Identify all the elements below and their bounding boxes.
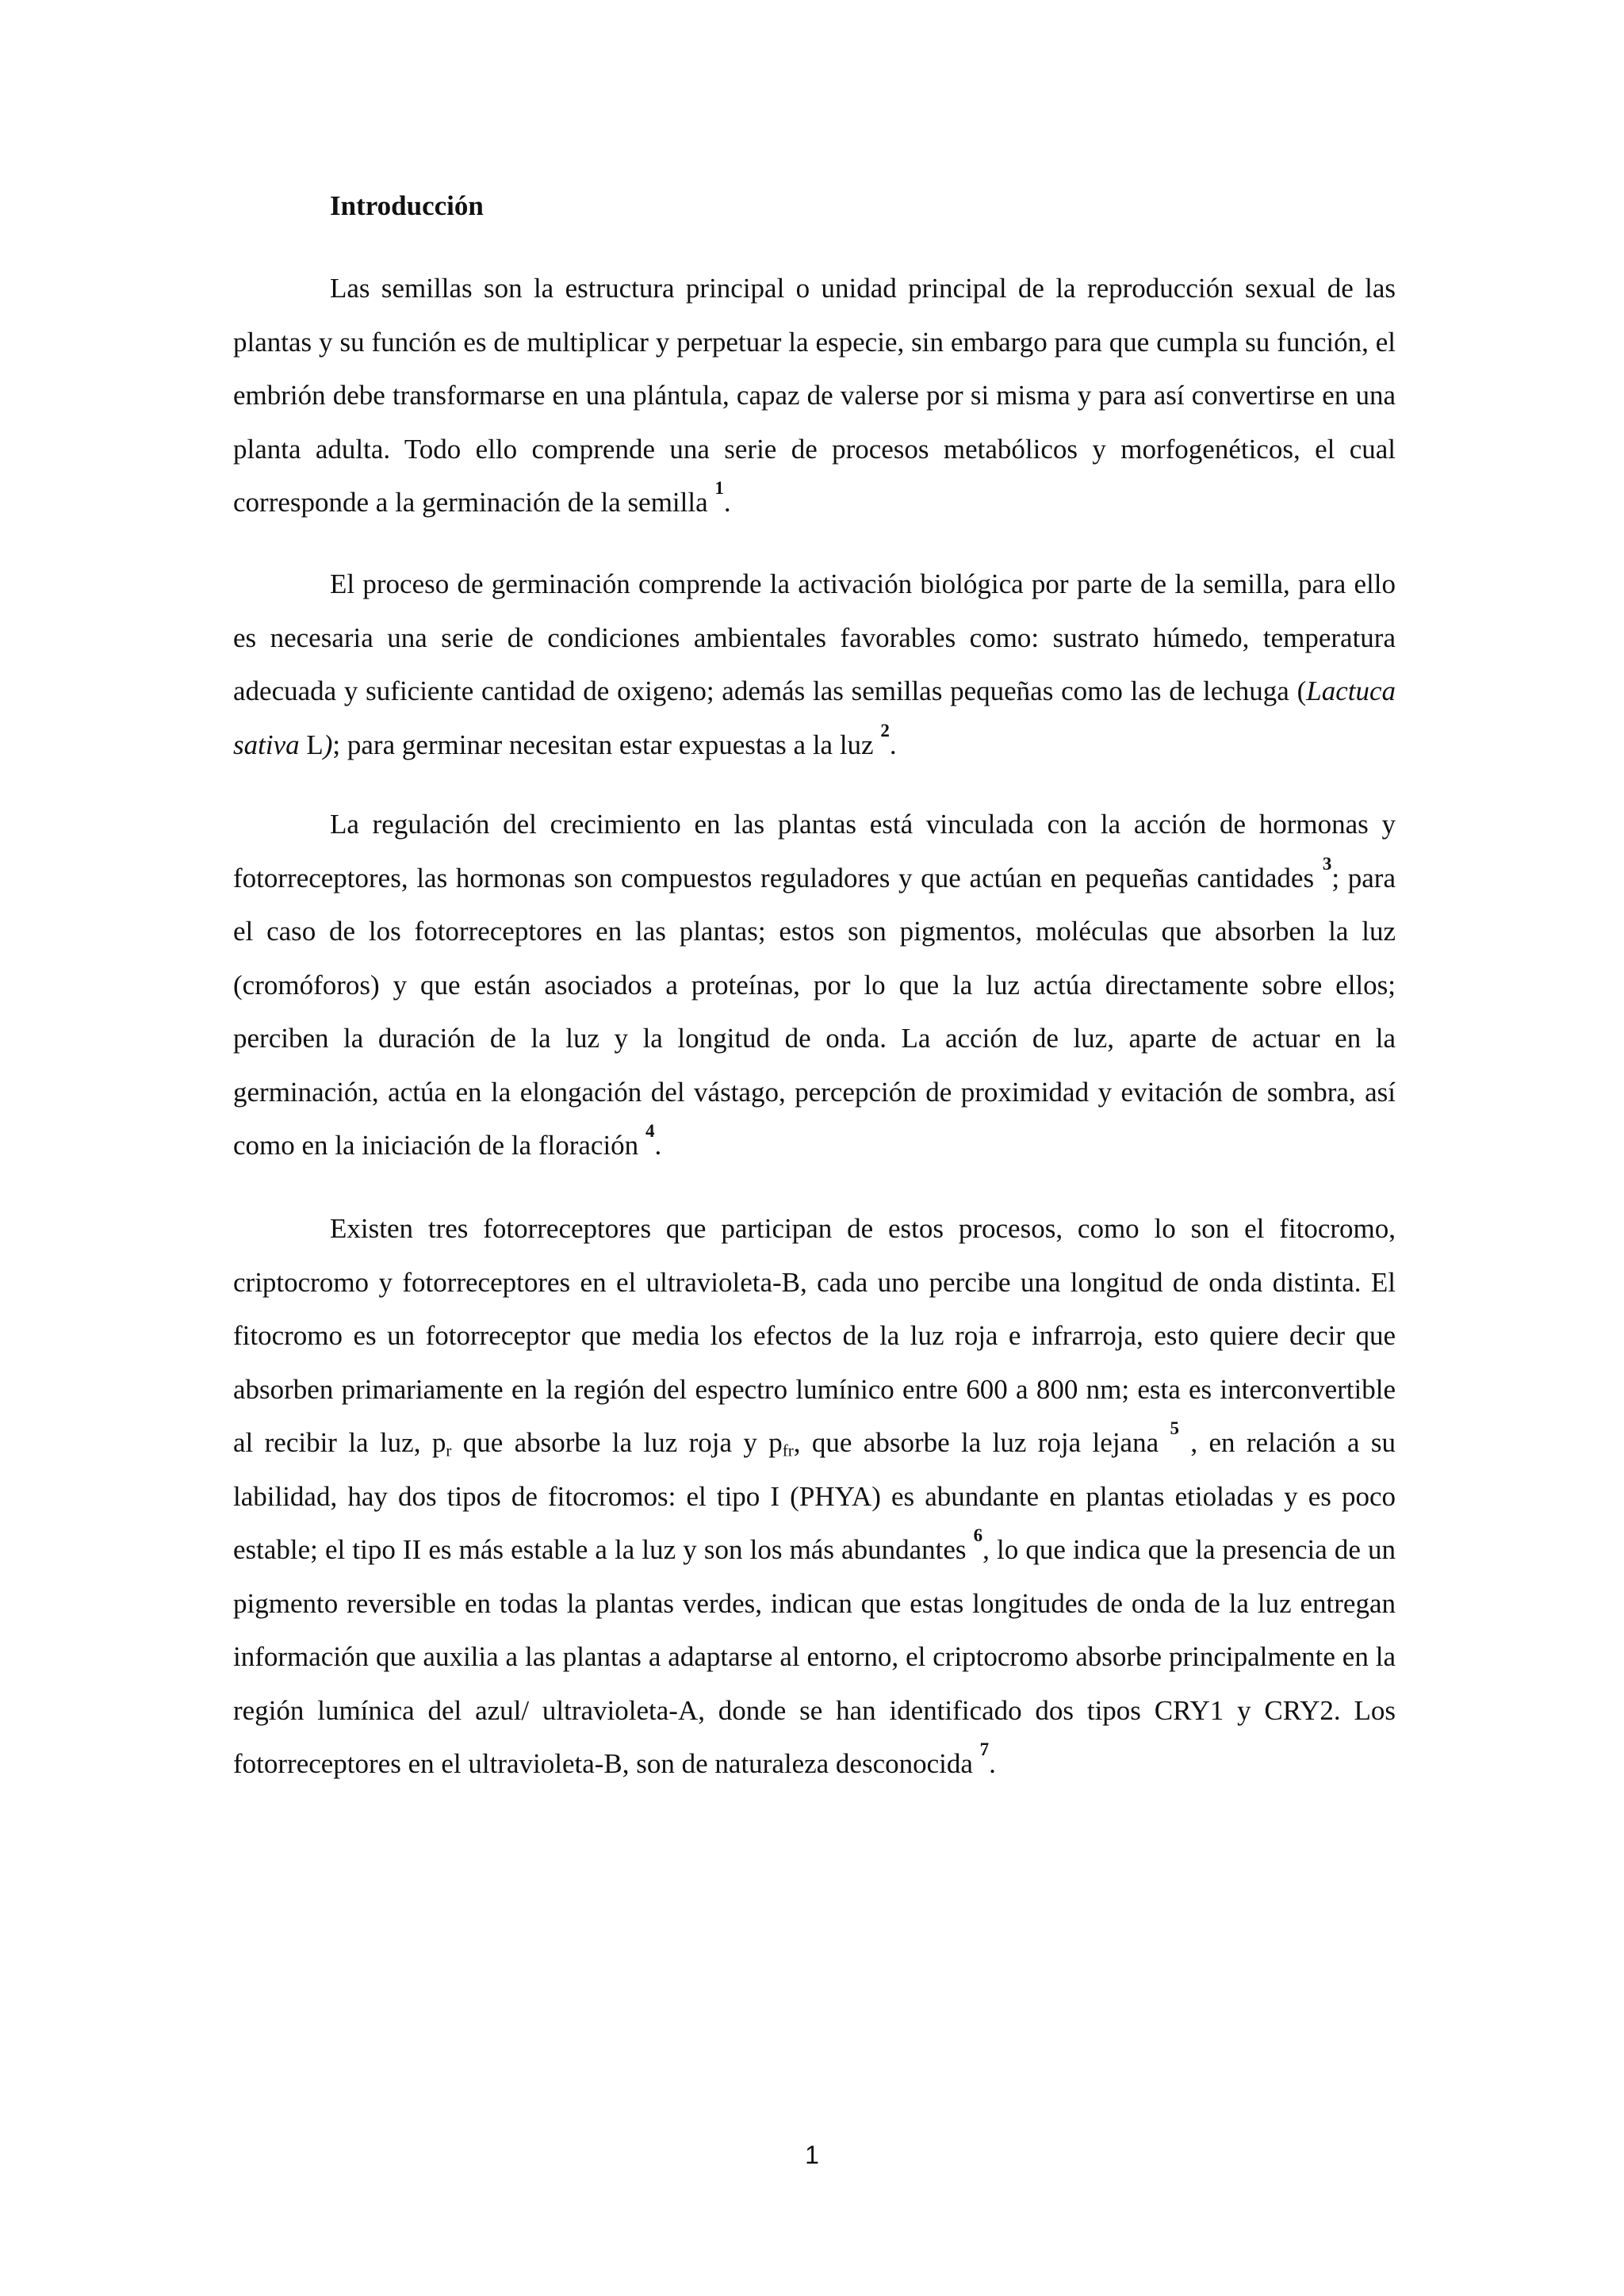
reference-2: 2	[880, 720, 890, 740]
section-heading: Introducción	[330, 190, 484, 221]
paragraph-4-text-end: .	[989, 1748, 996, 1779]
reference-1: 1	[714, 478, 724, 499]
reference-7: 7	[979, 1739, 990, 1760]
subscript-fr: fr	[782, 1441, 794, 1460]
paragraph-2-italic-paren: )	[323, 729, 333, 760]
paragraph-4-text-c: , que absorbe la luz roja lejana	[793, 1427, 1170, 1458]
paragraph-1	[233, 262, 1396, 530]
page-number: 1	[805, 2141, 819, 2169]
reference-6: 6	[973, 1525, 983, 1546]
paragraph-2-text: El proceso de germinación comprende la activación biológica por parte de la semilla, para ello es necesaria una serie de condiciones ambientales favorables como: sustrato húmedo, temperatura adecuada y suficiente cantidad de oxigeno; además las semillas pequeñas como las de lechuga (	[233, 568, 1396, 706]
paragraph-3	[233, 798, 1396, 1173]
paragraph-2-text-b: L	[299, 729, 324, 760]
paragraph-3-text-end: .	[654, 1130, 662, 1161]
paragraph-1-text: Las semillas son la estructura principal o unidad principal de la reproducción sexual de las plantas y su función es de multiplicar y perpetuar la especie, sin embargo para que cumpla su función, el embrión debe transformarse en una plántula, capaz de valerse por si misma y para así convertirse en una planta adulta. Todo ello comprende una serie de procesos metabólicos y morfogenéticos, el cual corresponde a la germinación de la semilla	[233, 273, 1396, 518]
subscript-r: r	[446, 1441, 452, 1460]
paragraph-4-text-b: que absorbe la luz roja y p	[451, 1427, 783, 1458]
paragraph-1-text-end: .	[723, 487, 731, 518]
reference-5: 5	[1170, 1418, 1179, 1439]
paragraph-3-text-b: ; para el caso de los fotorreceptores en las plantas; estos son pigmentos, moléculas que absorben la luz (cromóforos) y que están asociados a proteínas, por lo que la luz actúa directamente sobre ellos; perciben la duración de la luz y la longitud de onda. La acción de luz, aparte de actuar en la germinación, actúa en la elongación del vástago, percepción de proximidad y evitación de sombra, así como en la iniciación de la floración	[233, 862, 1396, 1161]
species-name: Lactuca sativa	[233, 675, 1396, 760]
paragraph-3-text: La regulación del crecimiento en las plantas está vinculada con la acción de hormonas y fotorreceptores, las hormonas son compuestos reguladores y que actúan en pequeñas cantidades	[233, 809, 1396, 894]
paragraph-4-text-d: , en relación a su labilidad, hay dos tipos de fitocromos: el tipo I (PHYA) es abundante en plantas etioladas y es poco estable; el tipo II es más estable a la luz y son los más abundantes	[233, 1427, 1396, 1565]
paragraph-2-text-end: .	[889, 729, 897, 760]
paragraph-4-text-e: , lo que indica que la presencia de un pigmento reversible en todas la plantas verdes, indican que estas longitudes de onda de la luz entregan información que auxilia a las plantas a adaptarse al entorno, el criptocromo absorbe principalmente en la región lumínica del azul/ ultravioleta-A, donde se han identificado dos tipos CRY1 y CRY2. Los fotorreceptores en el ultravioleta-B, son de naturaleza desconocida	[233, 1534, 1396, 1779]
paragraph-4	[233, 1202, 1396, 1791]
reference-4: 4	[645, 1121, 655, 1142]
paragraph-4-text: Existen tres fotorreceptores que participan de estos procesos, como lo son el fitocromo, criptocromo y fotorreceptores en el ultravioleta-B, cada uno percibe una longitud de onda distinta. El fitocromo es un fotorreceptor que media los efectos de la luz roja e infrarroja, esto quiere decir que absorben primariamente en la región del espectro lumínico entre 600 a 800 nm; esta es interconvertible al recibir la luz, p	[233, 1213, 1396, 1458]
paragraph-2	[233, 557, 1396, 771]
reference-3: 3	[1322, 853, 1332, 874]
paragraph-2-text-c: ; para germinar necesitan estar expuestas a la luz	[332, 729, 881, 760]
